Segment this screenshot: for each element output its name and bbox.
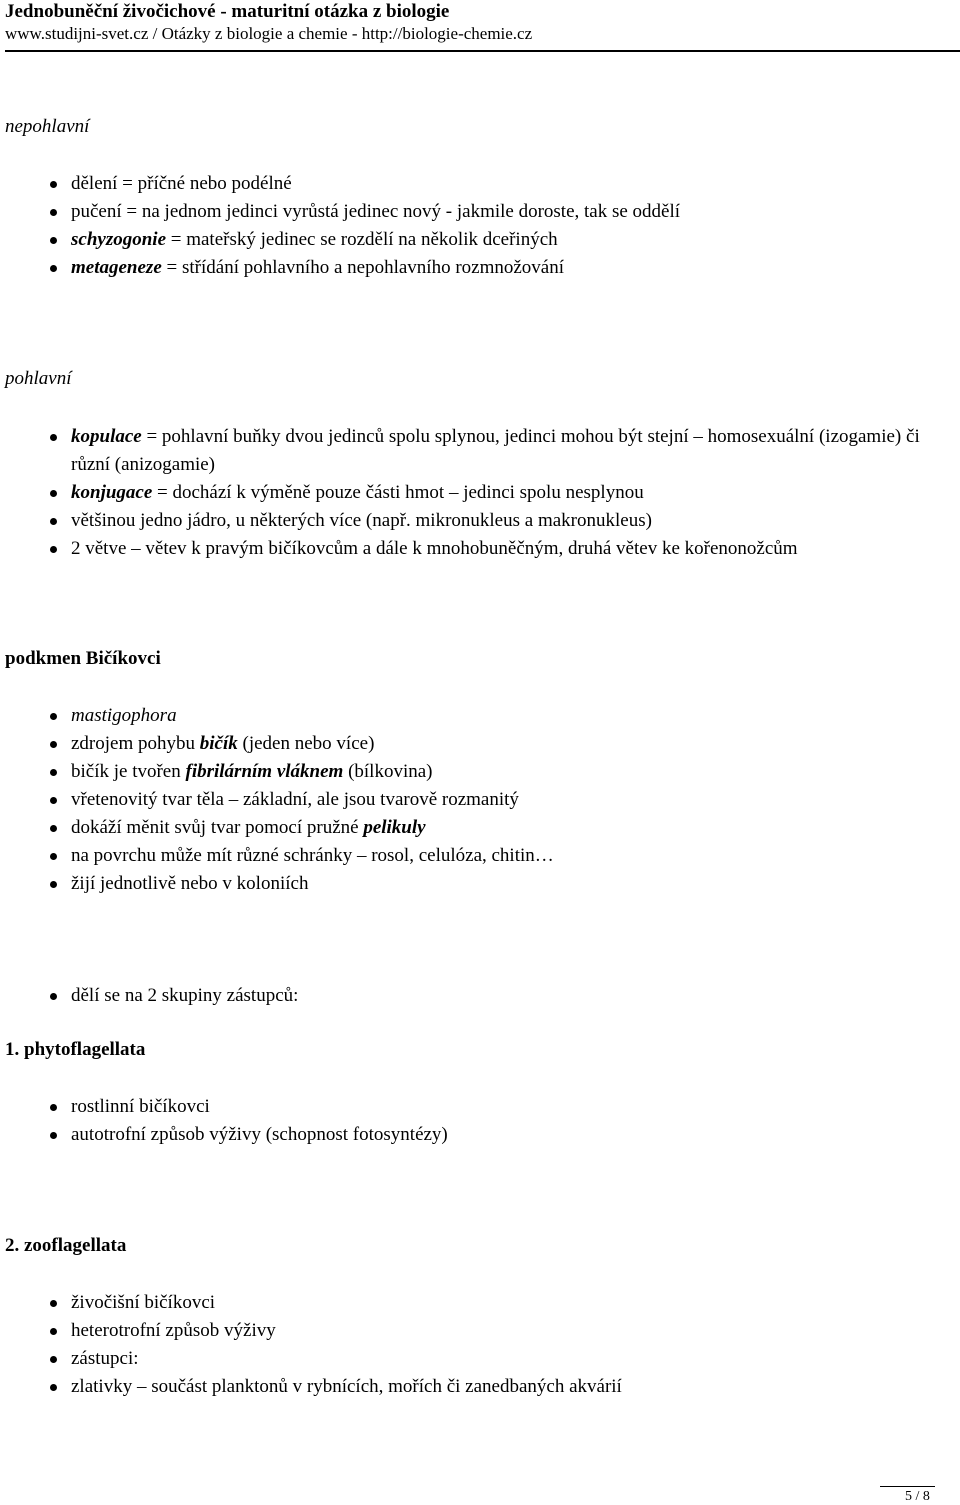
bullet-icon [50, 881, 57, 888]
bullet-icon [50, 209, 57, 216]
bullet-icon [50, 546, 57, 553]
bullet-icon [50, 1384, 57, 1391]
page-number: 5 / 8 [905, 1489, 930, 1504]
list-zooflagellata [0, 1289, 955, 1401]
list-phytoflagellata [0, 1093, 955, 1149]
heading-zooflagellata: 2. zooflagellata [5, 1235, 127, 1256]
bullet-icon [50, 237, 57, 244]
bullet-icon [50, 825, 57, 832]
list-item: žijí jednotlivě nebo v koloniích [0, 870, 955, 898]
list-item: pučení = na jednom jedinci vyrůstá jedinec nový - jakmile doroste, tak se oddělí [0, 198, 955, 226]
list-pohlavni [0, 423, 955, 563]
list-item: 2 větve – větev k pravým bičíkovcům a dále k mnohobuněčným, druhá větev ke kořenonožcům [0, 535, 955, 563]
list-item: většinou jedno jádro, u některých více (např. mikronukleus a makronukleus) [0, 507, 955, 535]
list-item: zástupci: [0, 1345, 955, 1373]
document-title: Jednobuněční živočichové - maturitní otázka z biologie [5, 1, 450, 22]
bullet-icon [50, 490, 57, 497]
bullet-icon [50, 713, 57, 720]
bullet-icon [50, 1356, 57, 1363]
list-bicikovci [0, 702, 955, 898]
list-item: schyzogonie = mateřský jedinec se rozdělí na několik dceřiných [0, 226, 955, 254]
list-item: bičík je tvořen fibrilárním vláknem (bílkovina) [0, 758, 955, 786]
bullet-icon [50, 1328, 57, 1335]
heading-nepohlavni: nepohlavní [5, 116, 90, 137]
list-item: rostlinní bičíkovci [0, 1093, 955, 1121]
list-item: zdrojem pohybu bičík (jeden nebo více) [0, 730, 955, 758]
list-item: na povrchu může mít různé schránky – rosol, celulóza, chitin… [0, 842, 955, 870]
list-item: mastigophora [0, 702, 955, 730]
list-item: autotrofní způsob výživy (schopnost fotosyntézy) [0, 1121, 955, 1149]
list-nepohlavni [0, 170, 955, 282]
document-source-line: www.studijni-svet.cz / Otázky z biologie a chemie - http://biologie-chemie.cz [5, 24, 533, 43]
footer-divider [880, 1486, 935, 1487]
list-item: zlativky – součást planktonů v rybnících, mořích či zanedbaných akvárií [0, 1373, 955, 1401]
heading-phytoflagellata: 1. phytoflagellata [5, 1039, 146, 1060]
heading-bicikovci: podkmen Bičíkovci [5, 648, 161, 669]
bullet-icon [50, 993, 57, 1000]
bullet-icon [50, 518, 57, 525]
list-item: metageneze = střídání pohlavního a nepohlavního rozmnožování [0, 254, 955, 282]
list-item: kopulace = pohlavní buňky dvou jedinců spolu splynou, jedinci mohou být stejní – homosexuální (izogamie) či různí (anizogamie) [0, 423, 955, 479]
heading-pohlavni: pohlavní [5, 368, 72, 389]
list-item: dokáží měnit svůj tvar pomocí pružné pelikuly [0, 814, 955, 842]
header-divider [5, 50, 960, 52]
bullet-icon [50, 797, 57, 804]
page-header [5, 0, 955, 45]
list-skupiny [0, 982, 955, 1010]
bullet-icon [50, 741, 57, 748]
bullet-icon [50, 434, 57, 441]
list-item: dělí se na 2 skupiny zástupců: [0, 982, 955, 1010]
list-item: dělení = příčné nebo podélné [0, 170, 955, 198]
bullet-icon [50, 853, 57, 860]
list-item: vřetenovitý tvar těla – základní, ale jsou tvarově rozmanitý [0, 786, 955, 814]
bullet-icon [50, 1104, 57, 1111]
list-item: živočišní bičíkovci [0, 1289, 955, 1317]
bullet-icon [50, 1132, 57, 1139]
list-item: konjugace = dochází k výměně pouze části hmot – jedinci spolu nesplynou [0, 479, 955, 507]
list-item: heterotrofní způsob výživy [0, 1317, 955, 1345]
bullet-icon [50, 181, 57, 188]
bullet-icon [50, 265, 57, 272]
bullet-icon [50, 769, 57, 776]
bullet-icon [50, 1300, 57, 1307]
